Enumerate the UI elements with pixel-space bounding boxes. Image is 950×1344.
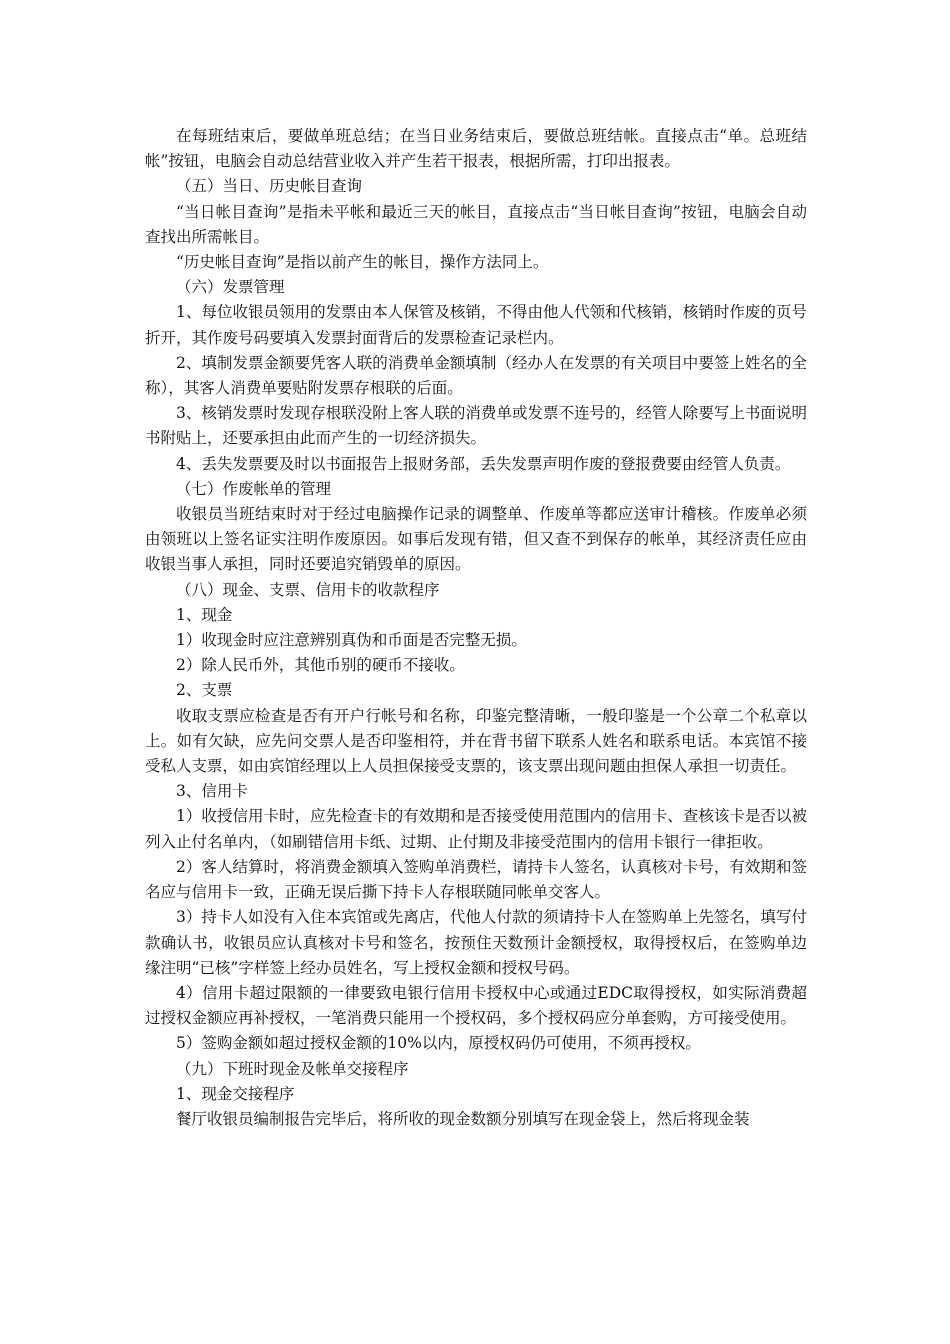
document-body <box>145 124 807 1132</box>
paragraph-card-4: 4）信用卡超过限额的一律要致电银行信用卡授权中心或通过EDC取得授权，如实际消费超过授权金额应再补授权，一笔消费只能用一个授权码，多个授权码应分单套购，方可接受使用。 <box>145 983 807 1028</box>
paragraph-invoice-3: 3、核销发票时发现存根联没附上客人联的消费单或发票不连号的，经管人除要写上书面说明书附贴上，还要承担由此而产生的一切经济损失。 <box>145 404 807 448</box>
paragraph-card-1: 1）收授信用卡时，应先检查卡的有效期和是否接受使用范围内的信用卡、查核该卡是否以被列入止付名单内，（如刷错信用卡纸、过期、止付期及非接受范围内的信用卡银行一律拒收。 <box>145 807 807 851</box>
paragraph-cash-1: 1）收现金时应注意辨别真伪和币面是否完整无损。 <box>176 631 527 650</box>
paragraph-history-query: “历史帐目查询”是指以前产生的帐目，操作方法同上。 <box>176 253 549 272</box>
paragraph-card-3: 3）持卡人如没有入住本宾馆或先离店，代他人付款的须请持卡人在签购单上先签名，填写付款确认书，收银员应认真核对卡号和签名，按预住天数预计金额授权，取得授权后，在签购单边缘注明“已核”字样签上经办员姓名，写上授权金额和授权号码。 <box>145 908 807 977</box>
subheading-credit-card: 3、信用卡 <box>176 782 248 801</box>
subheading-cheque: 2、支票 <box>176 681 233 700</box>
paragraph-void-bills: 收银员当班结束时对于经过电脑操作记录的调整单、作废单等都应送审计稽核。作废单必须由领班以上签名证实注明作废原因。如事后发现有错，但又查不到保存的帐单，其经济责任应由收银当事人承担，同时还要追究销毁单的原因。 <box>145 505 807 574</box>
heading-void-bills: （七）作废帐单的管理 <box>176 479 332 498</box>
paragraph-cash-2: 2）除人民币外，其他币别的硬币不接收。 <box>176 656 465 675</box>
subheading-cash: 1、现金 <box>176 605 233 624</box>
paragraph-cheque: 收取支票应检查是否有开户行帐号和名称，印鉴完整清晰，一般印鉴是一个公章二个私章以上。如有欠缺，应先问交票人是否印鉴相符，并在背书留下联系人姓名和联系电话。本宾馆不接受私人支票，如由宾馆经理以上人员担保接受支票的，该支票出现问题由担保人承担一切责任。 <box>145 706 807 776</box>
paragraph-cash-handover: 餐厅收银员编制报告完毕后，将所收的现金数额分别填写在现金袋上，然后将现金装 <box>176 1109 750 1128</box>
heading-invoice-management: （六）发票管理 <box>176 278 285 297</box>
heading-account-query: （五）当日、历史帐目查询 <box>176 177 363 196</box>
heading-shift-handover: （九）下班时现金及帐单交接程序 <box>176 1059 409 1078</box>
paragraph-invoice-4: 4、丢失发票要及时以书面报告上报财务部，丢失发票声明作废的登报费要由经管人负责。 <box>176 454 791 473</box>
subheading-cash-handover: 1、现金交接程序 <box>176 1084 295 1103</box>
paragraph-card-2: 2）客人结算时，将消费金额填入签购单消费栏，请持卡人签名，认真核对卡号，有效期和签名应与信用卡一致，正确无误后撕下持卡人存根联随同帐单交客人。 <box>145 857 807 902</box>
paragraph-daily-query: “当日帐目查询”是指未平帐和最近三天的帐目，直接点击“当日帐目查询”按钮，电脑会自动查找出所需帐目。 <box>145 202 807 246</box>
paragraph-card-5: 5）签购金额如超过授权金额的10%以内，原授权码仍可使用，不须再授权。 <box>176 1034 701 1053</box>
heading-payment-procedures: （八）现金、支票、信用卡的收款程序 <box>176 580 440 599</box>
paragraph-invoice-2: 2、填制发票金额要凭客人联的消费单金额填制（经办人在发票的有关项目中要签上姓名的全称），其客人消费单要贴附发票存根联的后面。 <box>145 353 807 398</box>
paragraph-invoice-1: 1、每位收银员领用的发票由本人保管及核销，不得由他人代领和代核销，核销时作废的页号折开，其作废号码要填入发票封面背后的发票检查记录栏内。 <box>145 303 807 347</box>
paragraph-shift-summary: 在每班结束后，要做单班总结；在当日业务结束后，要做总班结帐。直接点击“单。总班结帐”按钮，电脑会自动总结营业收入并产生若干报表，根据所需，打印出报表。 <box>145 127 807 171</box>
